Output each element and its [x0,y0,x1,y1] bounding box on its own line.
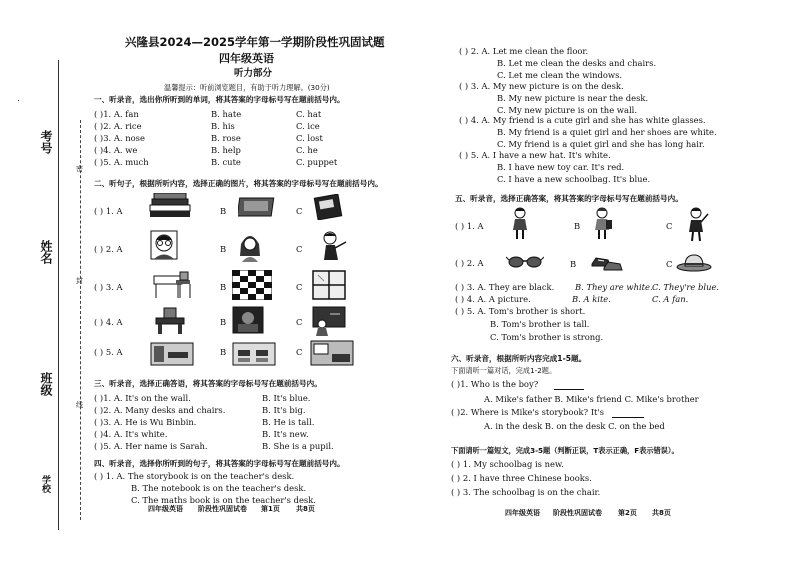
mi-char: 密 [76,165,83,173]
q2-c-3: C [296,282,303,292]
q1-item-3-b: B. rose [211,133,241,143]
q4-item-1-b: B. The notebook is on the teacher's desk. [131,483,307,493]
picture-glasses [506,254,544,270]
q5-item-5-a: ( ) 5. A. Tom's brother is short. [455,306,586,316]
q1-item-2-c: C. ice [296,121,320,131]
q2-b-5: B [220,347,227,357]
picture-books-stack [148,193,192,219]
picture-boy-glasses [150,230,178,260]
q5-row-2-b: B [570,259,577,269]
q2-c-5: C [296,347,303,357]
kaohao-label: 考号 [39,130,53,154]
q2-item-3: ( ) 3. A [94,282,123,292]
q3-item-2-b: B. It's big. [262,405,306,415]
q1-item-3: ( )3. A. nose [94,133,145,143]
q6-tf-3: ( ) 3. The schoolbag is on the chair. [451,487,601,497]
q3-item-3: ( )3. A. He is Wu Binbin. [94,417,197,427]
q4-item-1-c: C. The maths book is on the teacher's desk. [131,495,316,505]
picture-classroom-c [310,340,354,366]
q1-title: 一、听录音，选出你所听到的单词，将其答案的字母标号写在题前括号内。 [94,95,345,104]
q5-title: 五、听录音，选择正确答案，将其答案的字母标号写在题前括号内。 [455,194,683,203]
footer1-subject: 四年级英语 [148,505,183,513]
q6-sub2: 下面请听一篇短文，完成3-5题（判断正误，T表示正确，F表示错误）。 [451,446,679,455]
q5-row-2-c: C [666,259,673,269]
picture-teacher-board [312,306,346,336]
q5-item-4-a: ( ) 4. A. A picture. [455,294,531,304]
q1-item-1-c: C. hat [296,109,322,119]
q6-tf-2: ( ) 2. I have three Chinese books. [451,473,592,483]
picture-checker-floor [232,270,272,300]
q6-item-1: ( )1. Who is the boy? [451,379,539,389]
q5-item-4-b: B. A kite. [572,294,611,304]
q2-item-1: ( ) 1. A [94,206,123,216]
q3-item-2: ( )2. A. Many desks and chairs. [94,405,226,415]
picture-boy-waving [682,206,710,242]
q2-b-3: B [220,282,227,292]
r-q4-4b: B. My friend is a quiet girl and her shoes are white. [497,127,717,137]
q1-item-5: ( )5. A. much [94,157,149,167]
q5-item-3-a: ( ) 3. A. They are black. [455,282,555,292]
q1-item-4: ( )4. A. we [94,145,138,155]
r-q4-3a: ( ) 3. A. My new picture is on the desk. [459,81,624,91]
picture-window [312,270,346,300]
q1-item-4-c: C. he [296,145,318,155]
footer1-total: 共8页 [296,505,315,513]
picture-classroom-b [232,342,276,366]
r-q4-2b: B. Let me clean the desks and chairs. [497,58,657,68]
q1-item-5-b: B. cute [211,157,241,167]
q3-item-3-b: B. He is tall. [262,417,315,427]
picture-boy-pointing [318,230,348,262]
q2-title: 二、听句子，根据所听内容，选择正确的图片，将其答案的字母标号写在题前括号内。 [94,179,383,188]
q6-item-2: ( )2. Where is Mike's storybook? It's [451,407,605,417]
xian-char: 线 [76,401,83,409]
q1-item-1-b: B. hate [211,109,242,119]
binding-dashed-line [80,120,81,520]
xuexiao-label: 学校 [40,475,50,493]
picture-notebook [238,196,276,218]
q3-item-1: ( )1. A. It's on the wall. [94,393,191,403]
picture-desk-lamp [150,306,190,334]
r-q4-2c: C. Let me clean the windows. [497,70,623,80]
q5-item-3-c: C. They're blue. [652,282,720,292]
picture-girl-long-hair [236,230,264,262]
picture-desk-chair [150,270,194,300]
r-q4-4a: ( ) 4. A. My friend is a cute girl and she has white glasses. [459,115,706,125]
picture-boy-standing [508,206,532,240]
footer2-page: 第2页 [618,509,637,517]
exam-title: 兴隆县2024—2025学年第一学期阶段性巩固试题 [125,35,385,49]
q2-b-4: B [220,317,227,327]
q2-c-1: C [296,206,303,216]
footer1-page: 第1页 [261,505,280,513]
r-q4-4c: C. My friend is a quiet girl and she has long hair. [497,139,705,149]
picture-book [312,194,344,220]
q5-item-3-b: B. They are white. [575,282,653,292]
binding-write-line [58,60,59,530]
q2-item-5: ( ) 5. A [94,347,123,357]
feng-char: 封 [76,277,83,285]
q4-title: 四、听录音，选择你所听到的句子，将其答案的字母标号写在题前括号内。 [94,459,345,468]
picture-classroom-a [150,342,194,366]
section-listening: 听力部分 [234,68,273,79]
q1-item-4-b: B. help [211,145,241,155]
picture-dark-photo [232,306,264,334]
q2-b-1: B [220,206,227,216]
q3-item-4: ( )4. A. It's white. [94,429,168,439]
q5-item-5-c: C. Tom's brother is strong. [490,332,604,342]
q6-item-2-blank[interactable] [612,417,644,418]
xingming-label: 姓名 [39,240,53,264]
q2-b-2: B [220,244,227,254]
picture-shoes [590,252,624,272]
footer2-total: 共8页 [652,509,671,517]
q2-c-4: C [296,317,303,327]
r-q4-3c: C. My new picture is on the wall. [497,105,637,115]
q6-tf-1: ( ) 1. My schoolbag is new. [451,459,564,469]
q1-item-2-b: B. his [211,121,235,131]
kaohao-line [18,100,19,101]
r-q4-5b: B. I have new toy car. It's red. [497,162,625,172]
q3-item-5-b: B. She is a pupil. [262,441,334,451]
q1-item-1: ( )1. A. fan [94,109,139,119]
q5-item-5-b: B. Tom's brother is tall. [490,319,590,329]
q6-title: 六、听录音，根据所听内容完成1-5题。 [451,354,587,363]
grade-subject: 四年级英语 [219,52,274,65]
q5-item-4-c: C. A fan. [652,294,689,304]
q1-item-5-c: C. puppet [296,157,338,167]
q3-item-5: ( )5. A. Her name is Sarah. [94,441,208,451]
banji-label: 班级 [39,372,53,396]
q3-item-4-b: B. It's new. [262,429,309,439]
q5-row-1-b: B [574,221,581,231]
q6-item-1-opts: A. Mike's father B. Mike's friend C. Mike's brother [484,394,699,404]
q6-item-2-opts: A. in the desk B. on the desk C. on the bed [484,421,665,431]
q3-title: 三、听录音，选择正确答语，将其答案的字母标号写在题前括号内。 [94,379,322,388]
q2-c-2: C [296,244,303,254]
tip-text: 温馨提示：听前浏览题目，有助于听力理解。(30分) [164,83,330,92]
r-q4-2a: ( ) 2. A. Let me clean the floor. [459,46,589,56]
q2-item-4: ( ) 4. A [94,317,123,327]
footer1-mid: 阶段性巩固试卷 [198,505,247,513]
q5-row-1: ( ) 1. A [455,221,484,231]
q5-row-2: ( ) 2. A [455,258,484,268]
q3-item-1-b: B. It's blue. [262,393,311,403]
q6-item-1-blank[interactable] [554,389,584,390]
r-q4-5c: C. I have a new schoolbag. It's blue. [497,174,651,184]
footer2-subject: 四年级英语 [505,509,540,517]
q2-item-2: ( ) 2. A [94,244,123,254]
q1-item-2: ( )2. A. rice [94,121,142,131]
q5-row-1-c: C [666,221,673,231]
picture-boy-schoolbag [590,206,614,240]
picture-hat [676,252,712,272]
q4-item-1-a: ( ) 1. A. The storybook is on the teacher's desk. [94,471,295,481]
q1-item-3-c: C. lost [296,133,323,143]
footer2-mid: 阶段性巩固试卷 [553,509,602,517]
q6-sub1: 下面请听一篇对话，完成1-2题。 [451,366,557,375]
r-q4-3b: B. My new picture is near the desk. [497,93,649,103]
r-q4-5a: ( ) 5. A. I have a new hat. It's white. [459,150,611,160]
